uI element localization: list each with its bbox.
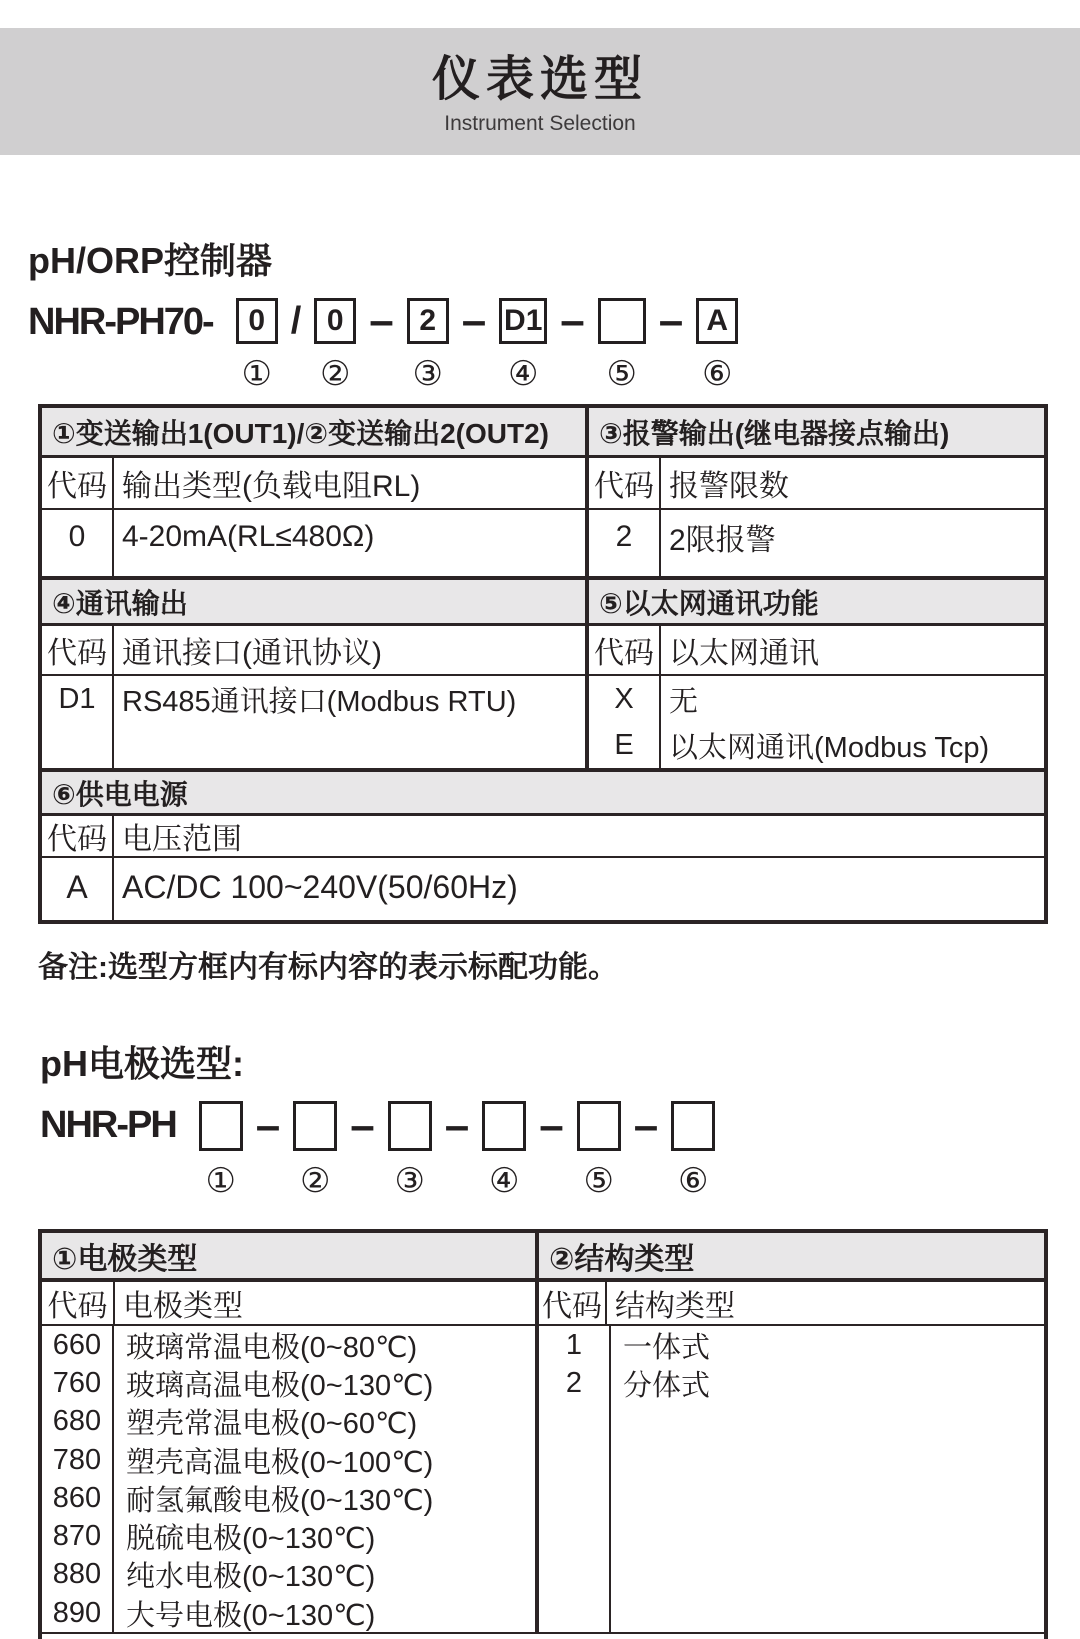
- option-code: 0: [68, 520, 86, 553]
- option-code: 2: [565, 1366, 583, 1399]
- option-code: 660: [52, 1328, 102, 1361]
- model-slot-5: [598, 298, 646, 394]
- option-code: 2: [615, 520, 633, 553]
- model-code-box-1: 0: [236, 298, 278, 344]
- option-code: 860: [52, 1481, 102, 1514]
- code-col-header: 代码: [42, 1282, 115, 1324]
- code-col-header: 代码: [589, 626, 661, 674]
- selection-note: 备注:选型方框内有标内容的表示标配功能。: [38, 951, 618, 984]
- code-col-header: 代码: [539, 1282, 607, 1324]
- slot-number-5: ⑤: [583, 1161, 614, 1201]
- option-label: 4-20mA(RL≤480Ω): [122, 520, 375, 553]
- electrode-code-box-3-empty: [388, 1101, 432, 1151]
- model-separator-dash: –: [633, 1101, 659, 1150]
- option-label: 耐氢氟酸电极(0~130℃): [126, 1484, 434, 1517]
- slot-number-1: ①: [205, 1161, 237, 1201]
- table-section-out-alarm: [42, 408, 1044, 576]
- table-section-power: [42, 768, 1044, 920]
- option-code: 1: [565, 1328, 583, 1361]
- model-separator-dash: –: [369, 296, 394, 345]
- option-label: AC/DC 100~240V(50/60Hz): [122, 868, 518, 905]
- code-col-header: 代码: [42, 626, 114, 674]
- title-band: [0, 28, 1080, 155]
- type-col-header: 通讯接口(通讯协议): [122, 637, 382, 670]
- code-header-row-power: [42, 816, 1044, 858]
- option-label: 大号电极(0~130℃): [126, 1599, 376, 1632]
- slot-number-3: ③: [394, 1161, 425, 1201]
- model-slot-1: [236, 298, 278, 394]
- electrode-code-box-6-empty: [671, 1101, 715, 1151]
- slot-number-2: ②: [300, 1161, 331, 1201]
- model-separator-dash: –: [560, 296, 585, 345]
- option-code: E: [614, 728, 634, 761]
- electrode-slot-1: [199, 1101, 243, 1201]
- option-code: A: [66, 868, 88, 905]
- value-area-out12: [42, 510, 589, 576]
- code-col-header: 代码: [589, 458, 661, 508]
- electrode-code-box-1-empty: [199, 1101, 243, 1151]
- slot-number-5: ⑤: [606, 354, 637, 394]
- option-label: 无: [669, 685, 699, 718]
- option-code: 680: [52, 1405, 102, 1438]
- model-slot-3: [407, 298, 449, 394]
- page-title: 仪表选型: [431, 53, 648, 106]
- value-area-comm: [42, 676, 589, 768]
- electrode-slot-2: [293, 1101, 337, 1201]
- slot-number-3: ③: [412, 354, 443, 394]
- electrode-slot-4: [482, 1101, 526, 1201]
- electrode-code-box-4-empty: [482, 1101, 526, 1151]
- electrode-code-box-5-empty: [577, 1101, 621, 1151]
- code-header-row-ethernet: [589, 626, 1044, 676]
- controller-model-prefix: NHR-PH70-: [28, 301, 213, 343]
- model-separator-dash: –: [461, 296, 487, 345]
- model-separator-dash: –: [255, 1101, 281, 1150]
- table-section-comm-ethernet: [42, 576, 1044, 768]
- controller-selection-table: [38, 404, 1048, 924]
- model-code-box-2: 0: [314, 298, 356, 344]
- page: [0, 28, 1080, 1632]
- type-col-header: 输出类型(负载电阻RL): [122, 470, 421, 503]
- option-code: 760: [52, 1366, 102, 1399]
- option-label: 一体式: [623, 1331, 711, 1364]
- code-header-row-comm: [42, 626, 589, 676]
- option-code: 780: [52, 1443, 102, 1476]
- option-label: 塑壳高温电极(0~100℃): [126, 1446, 434, 1479]
- option-label: 分体式: [623, 1369, 711, 1402]
- option-label: 以太网通讯(Modbus Tcp): [669, 731, 990, 764]
- electrode-slot-3: [388, 1101, 432, 1201]
- code-col-header: 代码: [42, 458, 114, 508]
- header-ethernet: ⑤以太网通讯功能: [589, 580, 1044, 626]
- code-header-row-out12: [42, 458, 589, 510]
- type-col-header: 报警限数: [669, 470, 789, 503]
- code-header-row-alarm: [589, 458, 1044, 510]
- option-label: 玻璃高温电极(0~130℃): [126, 1369, 434, 1402]
- controller-heading: pH/ORP控制器: [28, 240, 273, 281]
- electrode-selection-table: [38, 1229, 1048, 1639]
- option-code: X: [614, 682, 634, 715]
- model-code-box-3: 2: [407, 298, 449, 344]
- slot-number-4: ④: [488, 1161, 520, 1201]
- electrode-model-prefix: NHR-PH: [40, 1104, 176, 1146]
- slot-number-1: ①: [241, 354, 272, 394]
- header-structure-type: ②结构类型: [539, 1233, 1044, 1282]
- electrode-slot-6: [671, 1101, 715, 1201]
- value-area-alarm: [589, 510, 1044, 576]
- value-area-ethernet: [589, 676, 1044, 768]
- controller-model-line: [28, 298, 1080, 394]
- option-code: 880: [52, 1558, 102, 1591]
- option-label: 2限报警: [669, 524, 776, 557]
- code-header-row-electrode: [42, 1282, 539, 1326]
- model-code-box-4: D1: [499, 298, 547, 344]
- option-code: 870: [52, 1520, 102, 1553]
- option-label: 塑壳常温电极(0~60℃): [126, 1408, 418, 1441]
- model-slot-2: [314, 298, 356, 394]
- electrode-code-box-2-empty: [293, 1101, 337, 1151]
- model-code-box-5-empty: [598, 298, 646, 344]
- option-label: RS485通讯接口(Modbus RTU): [122, 685, 517, 718]
- electrode-slot-5: [577, 1101, 621, 1201]
- option-label: 纯水电极(0~130℃): [126, 1561, 376, 1594]
- slot-number-6: ⑥: [677, 1161, 709, 1201]
- header-out12: ①变送输出1(OUT1)/②变送输出2(OUT2): [42, 408, 589, 458]
- model-separator-dash: –: [539, 1101, 564, 1150]
- value-area-electrode: [42, 1326, 539, 1634]
- type-col-header: 电极类型: [123, 1290, 243, 1323]
- option-label: 玻璃常温电极(0~80℃): [126, 1331, 418, 1364]
- header-electrode-type: ①电极类型: [42, 1233, 539, 1282]
- code-header-row-structure: [539, 1282, 1044, 1326]
- type-col-header: 结构类型: [615, 1290, 735, 1323]
- type-col-header: 以太网通讯: [669, 637, 819, 670]
- option-code: 890: [52, 1596, 102, 1629]
- slot-number-2: ②: [320, 354, 351, 394]
- value-area-power: [42, 858, 1044, 920]
- model-separator-dash: –: [658, 296, 684, 345]
- electrode-model-line: [40, 1101, 1080, 1201]
- slot-number-6: ⑥: [701, 354, 733, 394]
- model-separator-slash: /: [290, 299, 302, 342]
- model-slot-6: [696, 298, 738, 394]
- model-separator-dash: –: [444, 1101, 470, 1150]
- model-code-box-6: A: [696, 298, 738, 344]
- code-col-header: 代码: [42, 816, 114, 856]
- type-col-header: 电压范围: [122, 823, 242, 856]
- header-power: ⑥供电电源: [42, 772, 1044, 816]
- header-comm: ④通讯输出: [42, 580, 589, 626]
- model-slot-4: [499, 298, 547, 394]
- page-subtitle: Instrument Selection: [444, 112, 636, 135]
- option-label: 脱硫电极(0~130℃): [126, 1523, 376, 1556]
- value-area-structure: [539, 1326, 1044, 1634]
- slot-number-4: ④: [507, 354, 539, 394]
- option-code: D1: [58, 682, 96, 715]
- header-alarm: ③报警输出(继电器接点输出): [589, 408, 1044, 458]
- model-separator-dash: –: [350, 1101, 375, 1150]
- electrode-heading: pH电极选型:: [40, 1043, 244, 1084]
